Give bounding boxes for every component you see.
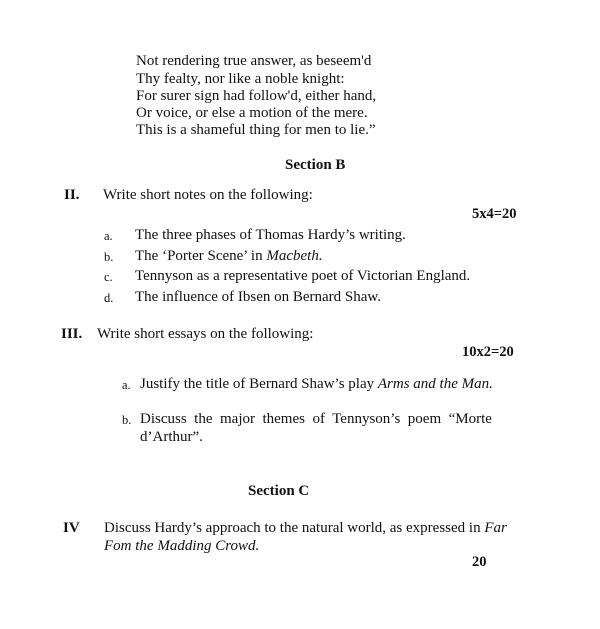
marks: 20 xyxy=(472,554,487,570)
question-text xyxy=(104,520,507,537)
work-title: Arms and the Man. xyxy=(377,376,493,392)
item-text-plain: The ‘Porter Scene’ in xyxy=(135,248,267,264)
marks: 5x4=20 xyxy=(472,206,517,222)
item-label: b. xyxy=(122,413,132,427)
item-text: Discuss the major themes of Tennyson’s poem “Morte xyxy=(140,411,492,427)
item-text: d’Arthur”. xyxy=(140,429,203,445)
section-b-heading: Section B xyxy=(285,157,346,173)
work-title: Far xyxy=(484,520,507,536)
item-label: d. xyxy=(104,291,114,305)
poem-line: This is a shameful thing for men to lie.” xyxy=(136,122,376,138)
item-label: a. xyxy=(122,378,131,392)
marks: 10x2=20 xyxy=(462,344,514,360)
poem-line: Not rendering true answer, as beseem'd xyxy=(136,53,372,69)
question-prompt: Write short notes on the following: xyxy=(103,187,313,203)
question-number: III. xyxy=(61,326,83,342)
item-text xyxy=(140,376,493,393)
section-c-heading: Section C xyxy=(248,483,310,499)
question-number: II. xyxy=(64,187,80,203)
item-text: Tennyson as a representative poet of Victorian England. xyxy=(135,268,471,284)
item-text: The three phases of Thomas Hardy’s writing. xyxy=(135,227,406,243)
question-text-line2 xyxy=(104,538,259,555)
poem-line: For surer sign had follow'd, either hand, xyxy=(136,88,377,104)
item-label: c. xyxy=(104,270,113,284)
item-label: a. xyxy=(104,229,113,243)
work-title: Macbeth. xyxy=(266,248,323,264)
question-number: IV xyxy=(63,520,80,536)
question-prompt: Write short essays on the following: xyxy=(97,326,314,342)
item-text xyxy=(135,248,323,265)
item-text-plain: Justify the title of Bernard Shaw’s play xyxy=(140,376,378,392)
work-title: Fom the Madding Crowd. xyxy=(104,538,260,554)
item-label: b. xyxy=(104,250,114,264)
question-text-plain: Discuss Hardy’s approach to the natural world, as expressed in xyxy=(104,520,485,536)
poem-line: Or voice, or else a motion of the mere. xyxy=(136,105,368,121)
item-text: The influence of Ibsen on Bernard Shaw. xyxy=(135,289,382,305)
poem-line: Thy fealty, nor like a noble knight: xyxy=(136,71,345,87)
